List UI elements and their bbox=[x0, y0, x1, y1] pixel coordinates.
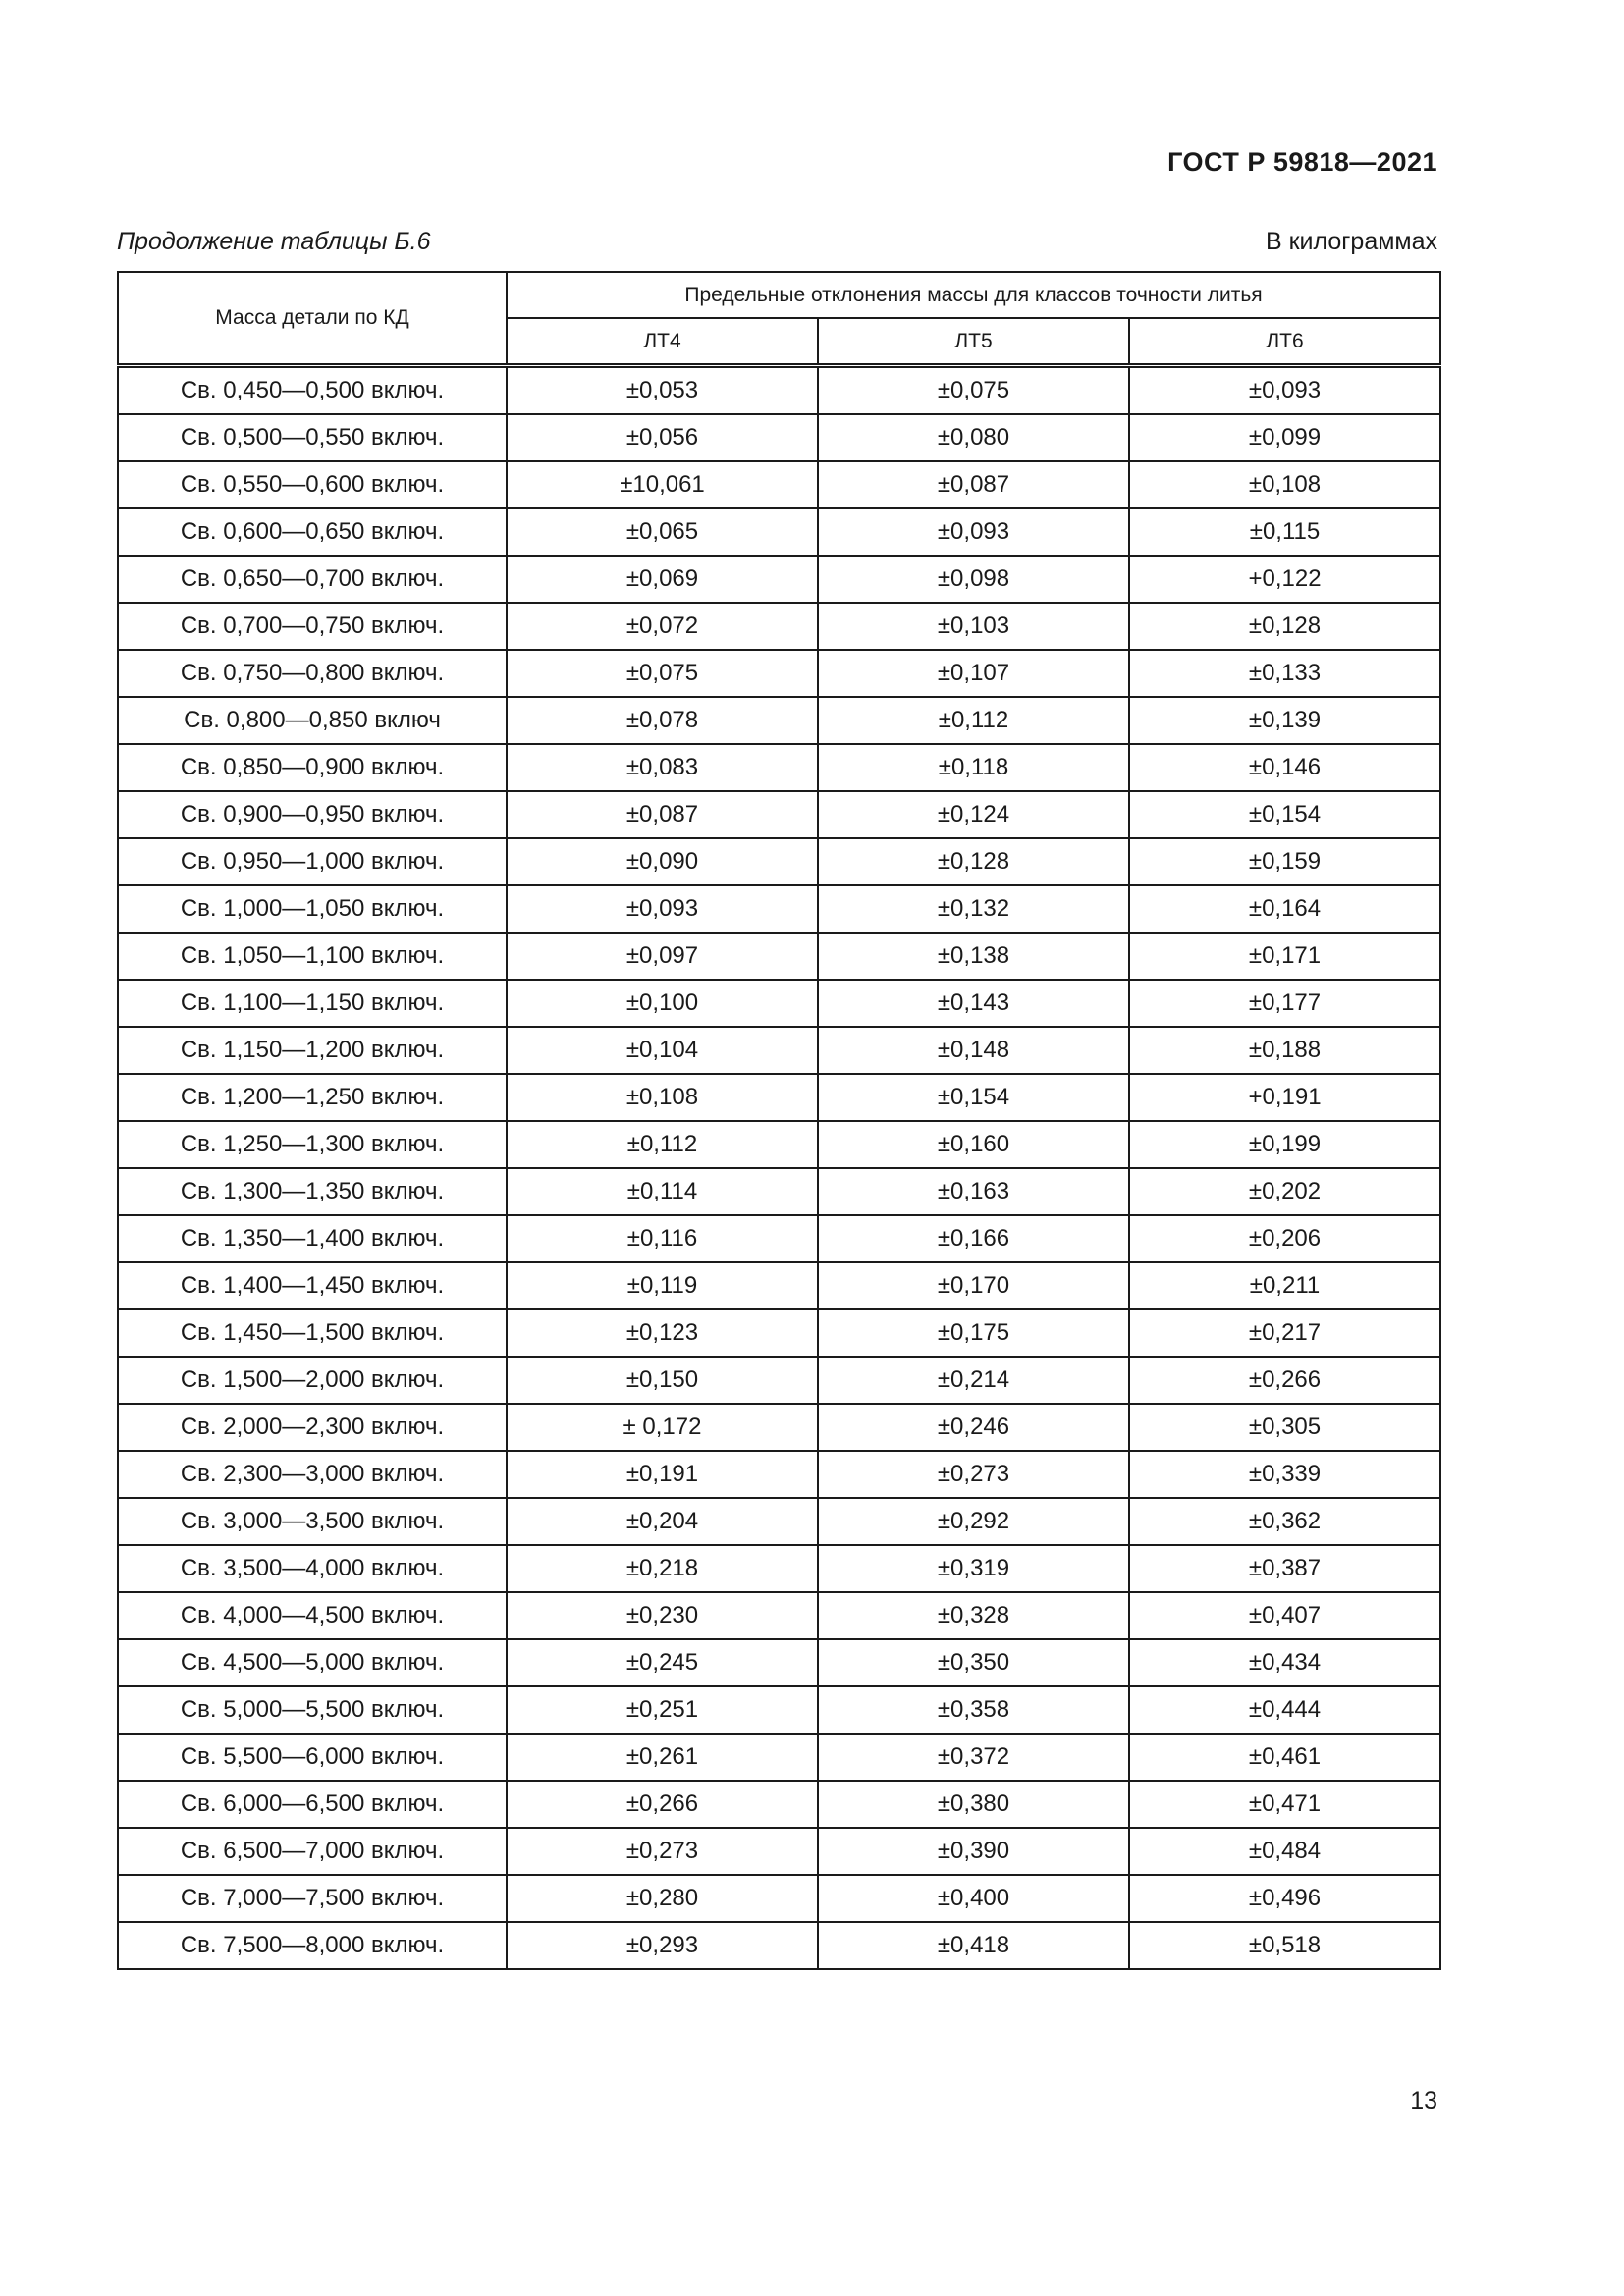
mass-cell: Св. 0,450—0,500 включ. bbox=[118, 366, 507, 415]
header-row-group bbox=[118, 272, 1440, 318]
table-body bbox=[118, 366, 1440, 1970]
lt5-cell: ±0,087 bbox=[818, 461, 1129, 508]
table-caption: Продолжение таблицы Б.6 bbox=[117, 228, 431, 255]
lt6-cell: +0,122 bbox=[1129, 556, 1440, 603]
lt6-cell: ±0,159 bbox=[1129, 838, 1440, 885]
lt6-cell: ±0,461 bbox=[1129, 1734, 1440, 1781]
lt6-cell: ±0,108 bbox=[1129, 461, 1440, 508]
mass-cell: Св. 7,500—8,000 включ. bbox=[118, 1922, 507, 1969]
lt4-cell: ±0,150 bbox=[507, 1357, 818, 1404]
table-row bbox=[118, 603, 1440, 650]
lt5-cell: ±0,246 bbox=[818, 1404, 1129, 1451]
lt6-cell: ±0,266 bbox=[1129, 1357, 1440, 1404]
class-header-lt5: ЛТ5 bbox=[818, 318, 1129, 366]
table-row bbox=[118, 461, 1440, 508]
lt6-cell: +0,191 bbox=[1129, 1074, 1440, 1121]
lt6-cell: ±0,434 bbox=[1129, 1639, 1440, 1686]
table-row bbox=[118, 980, 1440, 1027]
table-row bbox=[118, 838, 1440, 885]
lt4-cell: ±0,093 bbox=[507, 885, 818, 933]
lt6-cell: ±0,093 bbox=[1129, 366, 1440, 415]
lt5-cell: ±0,328 bbox=[818, 1592, 1129, 1639]
lt5-cell: ±0,160 bbox=[818, 1121, 1129, 1168]
table-row bbox=[118, 1498, 1440, 1545]
table-row bbox=[118, 1262, 1440, 1309]
mass-cell: Св. 1,150—1,200 включ. bbox=[118, 1027, 507, 1074]
mass-cell: Св. 7,000—7,500 включ. bbox=[118, 1875, 507, 1922]
table-row bbox=[118, 1734, 1440, 1781]
lt6-cell: ±0,199 bbox=[1129, 1121, 1440, 1168]
mass-column-header: Масса детали по КД bbox=[118, 272, 507, 366]
mass-cell: Св. 0,500—0,550 включ. bbox=[118, 414, 507, 461]
mass-cell: Св. 2,000—2,300 включ. bbox=[118, 1404, 507, 1451]
table-row bbox=[118, 933, 1440, 980]
lt4-cell: ±0,261 bbox=[507, 1734, 818, 1781]
lt4-cell: ±0,097 bbox=[507, 933, 818, 980]
mass-cell: Св. 1,500—2,000 включ. bbox=[118, 1357, 507, 1404]
lt6-cell: ±0,139 bbox=[1129, 697, 1440, 744]
lt4-cell: ±0,273 bbox=[507, 1828, 818, 1875]
lt6-cell: ±0,202 bbox=[1129, 1168, 1440, 1215]
lt5-cell: ±0,112 bbox=[818, 697, 1129, 744]
lt5-cell: ±0,103 bbox=[818, 603, 1129, 650]
table-row bbox=[118, 366, 1440, 415]
lt4-cell: ±10,061 bbox=[507, 461, 818, 508]
lt6-cell: ±0,484 bbox=[1129, 1828, 1440, 1875]
lt4-cell: ±0,078 bbox=[507, 697, 818, 744]
table-row bbox=[118, 1168, 1440, 1215]
lt4-cell: ±0,280 bbox=[507, 1875, 818, 1922]
lt6-cell: ±0,128 bbox=[1129, 603, 1440, 650]
mass-cell: Св. 4,000—4,500 включ. bbox=[118, 1592, 507, 1639]
mass-cell: Св. 3,500—4,000 включ. bbox=[118, 1545, 507, 1592]
lt5-cell: ±0,175 bbox=[818, 1309, 1129, 1357]
lt4-cell: ±0,100 bbox=[507, 980, 818, 1027]
lt5-cell: ±0,143 bbox=[818, 980, 1129, 1027]
lt5-cell: ±0,372 bbox=[818, 1734, 1129, 1781]
mass-deviation-table bbox=[117, 271, 1441, 1970]
class-header-lt4: ЛТ4 bbox=[507, 318, 818, 366]
units-note: В килограммах bbox=[1266, 228, 1437, 255]
table-row bbox=[118, 508, 1440, 556]
page-number: 13 bbox=[1410, 2087, 1437, 2114]
lt4-cell: ±0,104 bbox=[507, 1027, 818, 1074]
lt4-cell: ±0,108 bbox=[507, 1074, 818, 1121]
lt6-cell: ±0,154 bbox=[1129, 791, 1440, 838]
table-row bbox=[118, 650, 1440, 697]
lt5-cell: ±0,214 bbox=[818, 1357, 1129, 1404]
lt4-cell: ±0,075 bbox=[507, 650, 818, 697]
lt6-cell: ±0,305 bbox=[1129, 1404, 1440, 1451]
lt4-cell: ±0,218 bbox=[507, 1545, 818, 1592]
lt5-cell: ±0,075 bbox=[818, 366, 1129, 415]
table-row bbox=[118, 1592, 1440, 1639]
table-row bbox=[118, 1357, 1440, 1404]
lt4-cell: ±0,056 bbox=[507, 414, 818, 461]
lt6-cell: ±0,177 bbox=[1129, 980, 1440, 1027]
mass-cell: Св. 0,750—0,800 включ. bbox=[118, 650, 507, 697]
lt6-cell: ±0,211 bbox=[1129, 1262, 1440, 1309]
mass-cell: Св. 1,000—1,050 включ. bbox=[118, 885, 507, 933]
table-row bbox=[118, 885, 1440, 933]
lt6-cell: ±0,217 bbox=[1129, 1309, 1440, 1357]
mass-cell: Св. 0,600—0,650 включ. bbox=[118, 508, 507, 556]
mass-cell: Св. 0,900—0,950 включ. bbox=[118, 791, 507, 838]
lt5-cell: ±0,118 bbox=[818, 744, 1129, 791]
lt5-cell: ±0,380 bbox=[818, 1781, 1129, 1828]
mass-cell: Св. 0,850—0,900 включ. bbox=[118, 744, 507, 791]
lt6-cell: ±0,146 bbox=[1129, 744, 1440, 791]
lt6-cell: ±0,496 bbox=[1129, 1875, 1440, 1922]
lt4-cell: ±0,112 bbox=[507, 1121, 818, 1168]
table-row bbox=[118, 1027, 1440, 1074]
mass-cell: Св. 4,500—5,000 включ. bbox=[118, 1639, 507, 1686]
mass-cell: Св. 1,100—1,150 включ. bbox=[118, 980, 507, 1027]
mass-cell: Св. 6,000—6,500 включ. bbox=[118, 1781, 507, 1828]
deviation-group-header: Предельные отклонения массы для классов точности литья bbox=[507, 272, 1440, 318]
mass-cell: Св. 0,700—0,750 включ. bbox=[118, 603, 507, 650]
lt5-cell: ±0,170 bbox=[818, 1262, 1129, 1309]
mass-cell: Св. 0,650—0,700 включ. bbox=[118, 556, 507, 603]
table-row bbox=[118, 1828, 1440, 1875]
lt6-cell: ±0,171 bbox=[1129, 933, 1440, 980]
lt4-cell: ±0,266 bbox=[507, 1781, 818, 1828]
lt6-cell: ±0,407 bbox=[1129, 1592, 1440, 1639]
table-row bbox=[118, 1215, 1440, 1262]
table-row bbox=[118, 1545, 1440, 1592]
lt5-cell: ±0,138 bbox=[818, 933, 1129, 980]
class-header-lt6: ЛТ6 bbox=[1129, 318, 1440, 366]
mass-cell: Св. 0,950—1,000 включ. bbox=[118, 838, 507, 885]
lt4-cell: ±0,083 bbox=[507, 744, 818, 791]
standard-code: ГОСТ Р 59818—2021 bbox=[1167, 147, 1437, 177]
lt5-cell: ±0,390 bbox=[818, 1828, 1129, 1875]
table-row bbox=[118, 414, 1440, 461]
lt5-cell: ±0,358 bbox=[818, 1686, 1129, 1734]
lt4-cell: ±0,293 bbox=[507, 1922, 818, 1969]
lt4-cell: ±0,090 bbox=[507, 838, 818, 885]
lt5-cell: ±0,350 bbox=[818, 1639, 1129, 1686]
lt5-cell: ±0,154 bbox=[818, 1074, 1129, 1121]
lt6-cell: ±0,206 bbox=[1129, 1215, 1440, 1262]
lt5-cell: ±0,148 bbox=[818, 1027, 1129, 1074]
lt4-cell: ±0,230 bbox=[507, 1592, 818, 1639]
lt6-cell: ±0,518 bbox=[1129, 1922, 1440, 1969]
mass-cell: Св. 1,400—1,450 включ. bbox=[118, 1262, 507, 1309]
lt4-cell: ±0,072 bbox=[507, 603, 818, 650]
lt6-cell: ±0,444 bbox=[1129, 1686, 1440, 1734]
mass-cell: Св. 1,050—1,100 включ. bbox=[118, 933, 507, 980]
lt6-cell: ±0,188 bbox=[1129, 1027, 1440, 1074]
lt6-cell: ±0,471 bbox=[1129, 1781, 1440, 1828]
lt5-cell: ±0,292 bbox=[818, 1498, 1129, 1545]
table-row bbox=[118, 744, 1440, 791]
mass-cell: Св. 1,300—1,350 включ. bbox=[118, 1168, 507, 1215]
lt5-cell: ±0,163 bbox=[818, 1168, 1129, 1215]
lt5-cell: ±0,124 bbox=[818, 791, 1129, 838]
lt4-cell: ± 0,172 bbox=[507, 1404, 818, 1451]
lt4-cell: ±0,069 bbox=[507, 556, 818, 603]
mass-cell: Св. 6,500—7,000 включ. bbox=[118, 1828, 507, 1875]
table-row bbox=[118, 1309, 1440, 1357]
lt5-cell: ±0,098 bbox=[818, 556, 1129, 603]
lt4-cell: ±0,191 bbox=[507, 1451, 818, 1498]
lt5-cell: ±0,319 bbox=[818, 1545, 1129, 1592]
table-row bbox=[118, 791, 1440, 838]
lt6-cell: ±0,115 bbox=[1129, 508, 1440, 556]
mass-cell: Св. 0,800—0,850 включ bbox=[118, 697, 507, 744]
lt6-cell: ±0,099 bbox=[1129, 414, 1440, 461]
lt5-cell: ±0,400 bbox=[818, 1875, 1129, 1922]
mass-cell: Св. 1,450—1,500 включ. bbox=[118, 1309, 507, 1357]
lt6-cell: ±0,133 bbox=[1129, 650, 1440, 697]
mass-cell: Св. 1,200—1,250 включ. bbox=[118, 1074, 507, 1121]
table-row bbox=[118, 1404, 1440, 1451]
table-row bbox=[118, 1074, 1440, 1121]
lt4-cell: ±0,123 bbox=[507, 1309, 818, 1357]
lt5-cell: ±0,080 bbox=[818, 414, 1129, 461]
mass-cell: Св. 0,550—0,600 включ. bbox=[118, 461, 507, 508]
mass-cell: Св. 1,350—1,400 включ. bbox=[118, 1215, 507, 1262]
lt5-cell: ±0,093 bbox=[818, 508, 1129, 556]
lt4-cell: ±0,065 bbox=[507, 508, 818, 556]
lt4-cell: ±0,119 bbox=[507, 1262, 818, 1309]
table-row bbox=[118, 1875, 1440, 1922]
lt4-cell: ±0,251 bbox=[507, 1686, 818, 1734]
lt4-cell: ±0,116 bbox=[507, 1215, 818, 1262]
mass-cell: Св. 5,000—5,500 включ. bbox=[118, 1686, 507, 1734]
lt5-cell: ±0,107 bbox=[818, 650, 1129, 697]
lt6-cell: ±0,339 bbox=[1129, 1451, 1440, 1498]
lt5-cell: ±0,418 bbox=[818, 1922, 1129, 1969]
table-row bbox=[118, 1686, 1440, 1734]
table-row bbox=[118, 1121, 1440, 1168]
table-header bbox=[118, 272, 1440, 366]
lt4-cell: ±0,087 bbox=[507, 791, 818, 838]
mass-cell: Св. 1,250—1,300 включ. bbox=[118, 1121, 507, 1168]
mass-cell: Св. 2,300—3,000 включ. bbox=[118, 1451, 507, 1498]
lt5-cell: ±0,128 bbox=[818, 838, 1129, 885]
lt6-cell: ±0,164 bbox=[1129, 885, 1440, 933]
lt6-cell: ±0,387 bbox=[1129, 1545, 1440, 1592]
lt5-cell: ±0,273 bbox=[818, 1451, 1129, 1498]
table-row bbox=[118, 1451, 1440, 1498]
mass-cell: Св. 3,000—3,500 включ. bbox=[118, 1498, 507, 1545]
table-row bbox=[118, 1781, 1440, 1828]
table-row bbox=[118, 556, 1440, 603]
mass-cell: Св. 5,500—6,000 включ. bbox=[118, 1734, 507, 1781]
table-row bbox=[118, 697, 1440, 744]
lt5-cell: ±0,166 bbox=[818, 1215, 1129, 1262]
lt5-cell: ±0,132 bbox=[818, 885, 1129, 933]
lt4-cell: ±0,053 bbox=[507, 366, 818, 415]
table-row bbox=[118, 1639, 1440, 1686]
lt6-cell: ±0,362 bbox=[1129, 1498, 1440, 1545]
lt4-cell: ±0,114 bbox=[507, 1168, 818, 1215]
table-row bbox=[118, 1922, 1440, 1969]
lt4-cell: ±0,245 bbox=[507, 1639, 818, 1686]
lt4-cell: ±0,204 bbox=[507, 1498, 818, 1545]
